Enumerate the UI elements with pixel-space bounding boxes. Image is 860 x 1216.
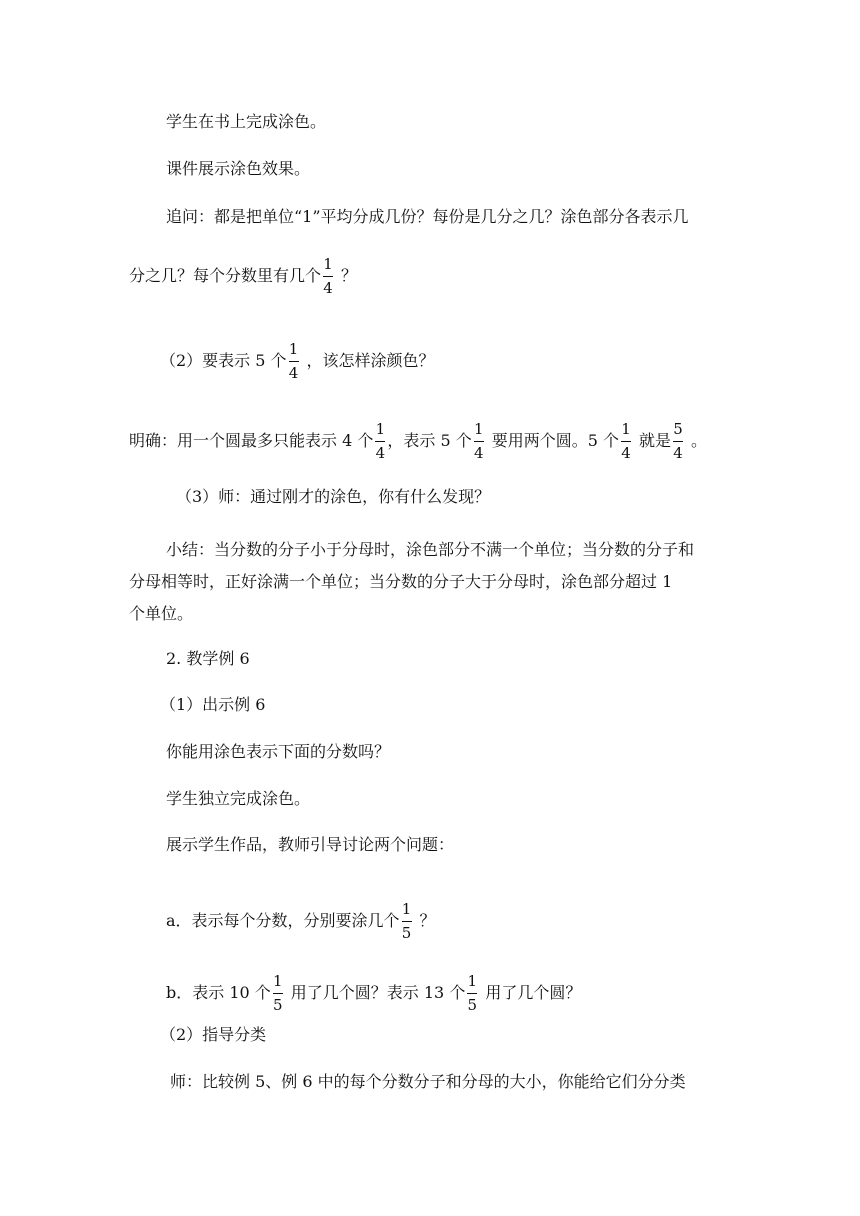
fraction-bar — [323, 276, 333, 277]
fraction — [273, 973, 283, 1014]
fraction — [673, 421, 683, 462]
paragraph — [160, 341, 435, 382]
text: 个单位。 — [129, 604, 194, 623]
paragraph — [166, 973, 581, 1014]
text: 你能用涂色表示下面的分数吗？ — [166, 742, 391, 761]
text: 追问：都是把单位“1”平均分成几份？每份是几分之几？涂色部分各表示几 — [166, 207, 689, 226]
text: 课件展示涂色效果。 — [166, 159, 311, 178]
section-heading — [166, 649, 250, 669]
fraction-bar — [273, 993, 283, 994]
text: （1）出示例 6 — [160, 695, 266, 714]
denominator: 4 — [473, 444, 484, 462]
paragraph — [129, 421, 707, 462]
paragraph — [166, 901, 436, 942]
paragraph — [166, 742, 390, 762]
denominator: 4 — [288, 364, 299, 382]
text: 明确：用一个圆最多只能表示 4 个 — [129, 431, 374, 450]
denominator: 5 — [273, 996, 283, 1014]
numerator: 1 — [473, 420, 484, 438]
text: 2. 教学例 6 — [166, 649, 250, 668]
text: 分之几？每个分数里有几个 — [129, 266, 322, 285]
text: 学生在书上完成涂色。 — [166, 112, 327, 131]
text: （3）师：通过刚才的涂色，你有什么发现？ — [176, 487, 491, 506]
fraction-bar — [673, 441, 683, 442]
text: a．表示每个分数，分别要涂几个 — [166, 911, 400, 930]
paragraph — [166, 789, 310, 809]
text: 小结：当分数的分子小于分母时，涂色部分不满一个单位；当分数的分子和 — [166, 540, 695, 559]
paragraph — [166, 112, 326, 132]
numerator: 1 — [288, 340, 299, 358]
numerator: 1 — [467, 972, 478, 990]
denominator: 4 — [375, 444, 386, 462]
denominator: 4 — [621, 444, 631, 462]
fraction — [621, 421, 631, 462]
fraction-bar — [402, 921, 412, 922]
numerator: 1 — [401, 900, 412, 918]
denominator: 5 — [401, 924, 412, 942]
fraction — [289, 341, 299, 382]
text: 分母相等时，正好涂满一个单位；当分数的分子大于分母时，涂色部分超过 1 — [129, 572, 673, 591]
text: 展示学生作品，教师引导讨论两个问题： — [166, 835, 455, 854]
text: （2）指导分类 — [160, 1025, 267, 1044]
fraction — [323, 256, 333, 297]
fraction-bar — [474, 441, 484, 442]
paragraph — [166, 159, 310, 179]
text: 师：比较例 5、例 6 中的每个分数分子和分母的大小，你能给它们分分类 — [170, 1072, 686, 1091]
numerator: 1 — [621, 420, 631, 438]
denominator: 4 — [673, 444, 683, 462]
text: （2）要表示 5 个 — [160, 351, 287, 370]
paragraph — [160, 695, 265, 715]
fraction-bar — [621, 441, 631, 442]
numerator: 5 — [673, 420, 683, 438]
paragraph — [166, 835, 454, 855]
fraction-bar — [289, 361, 299, 362]
paragraph — [129, 256, 357, 297]
text: ？ — [341, 266, 358, 285]
paragraph — [129, 572, 672, 592]
paragraph — [170, 1072, 686, 1092]
fraction — [402, 901, 412, 942]
text: 用了几个圆？ — [485, 983, 582, 1002]
denominator: 5 — [467, 996, 478, 1014]
denominator: 4 — [323, 279, 333, 297]
fraction — [375, 421, 385, 462]
text: 。 — [691, 431, 708, 450]
paragraph — [129, 604, 193, 624]
numerator: 1 — [375, 420, 386, 438]
paragraph — [160, 1025, 266, 1045]
text: ？ — [419, 911, 436, 930]
text: 要用两个圆。5 个 — [491, 431, 619, 450]
numerator: 1 — [273, 972, 283, 990]
paragraph — [176, 487, 490, 507]
text: 用了几个圆？表示 13 个 — [290, 983, 466, 1002]
paragraph — [166, 207, 689, 227]
numerator: 1 — [323, 255, 333, 273]
fraction — [474, 421, 484, 462]
fraction-bar — [467, 993, 477, 994]
fraction-bar — [375, 441, 385, 442]
text: 学生独立完成涂色。 — [166, 789, 311, 808]
paragraph — [166, 540, 694, 560]
text: 就是 — [639, 431, 672, 450]
text: ，该怎样涂颜色？ — [306, 351, 435, 370]
fraction — [467, 973, 477, 1014]
text: ，表示 5 个 — [387, 431, 472, 450]
text: b．表示 10 个 — [166, 983, 271, 1002]
